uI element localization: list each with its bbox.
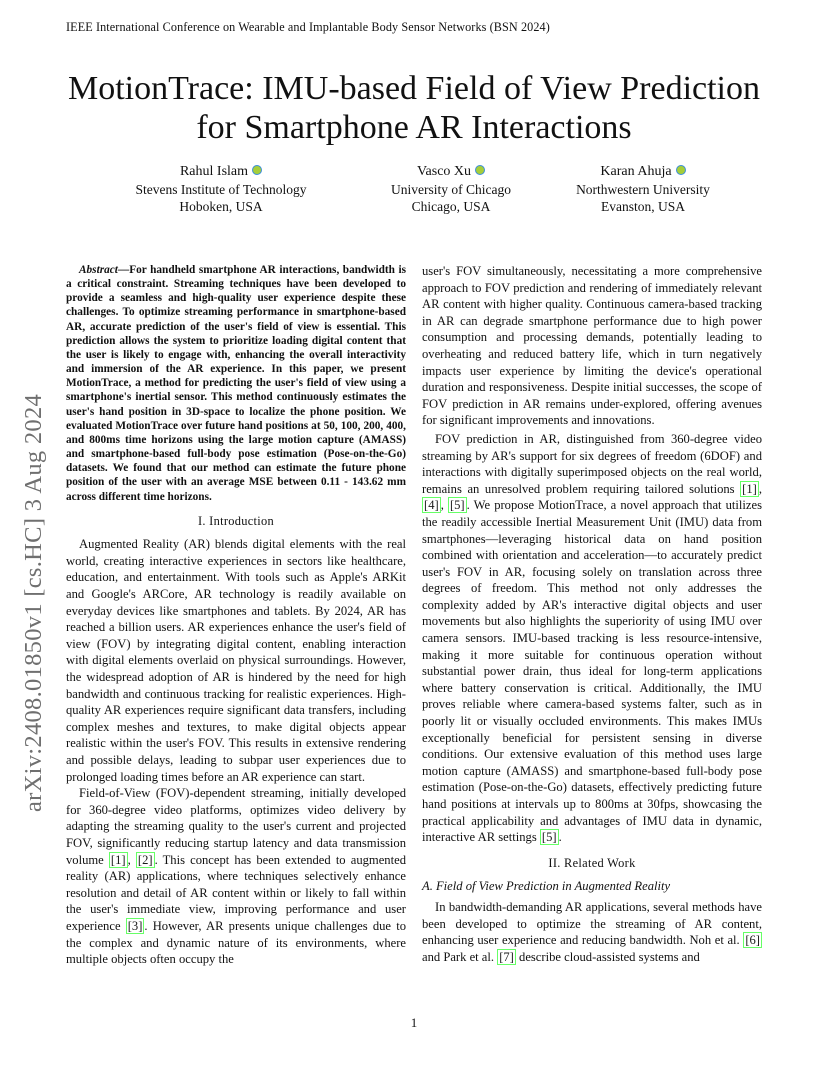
author-name: Rahul Islam [179, 164, 249, 179]
author-location: Chicago, USA [411, 199, 491, 214]
abstract-label: Abstract [79, 264, 118, 276]
col2-paragraph-2: FOV prediction in AR, distinguished from 360-degree video streaming by AR's support for six degrees of freedom (6DOF) and interactions with digitally superimposed objects on the real world, remains an unresolved problem requiring tailored solutions [1] , [4] , [5] . We propose MotionTrace, a novel approach that utilizes the readily accessible Inertial Measurement Unit (IMU) data from smartphones—leveraging historical data on hand position combined with orientation and acceleration—to accurately predict user's FOV in AR, focusing solely on translation across three degrees of freedom. This method not only addresses the complexity added by AR's interactive digital objects and user movements but also highlights the superiority of using IMU over camera sensors. IMU-based tracking is less resource-intensive, making it more suitable for continuous operation without substantial power drain, thus ideal for long-term applications where battery conservation is critical. Additionally, the IMU proves reliable where camera-based systems falter, such as in poorly lit or visually occluded environments. This makes IMUs exceptionally beneficial for persistent sensing in diverse conditions. Our extensive evaluation of this method uses large motion capture (AMASS) and smartphone-based full-body pose estimation (Pose-on-the-Go) datasets, effectively predicting future hand positions at intervals up to 800ms at 30fps, showcasing the practical applicability and advantages of IMU data in dynamic, interactive AR settings [5] . [422, 431, 763, 845]
author-1 [110, 163, 332, 216]
paper-title [0, 69, 828, 147]
right-column [422, 263, 762, 965]
orcid-icon[interactable] [676, 165, 686, 175]
paragraph-text: . We propose MotionTrace, a novel approach that utilizes the readily accessible Inertial Measurement Unit (IMU) data from smartphones—leveraging historical data on hand position combined with orientation and acceleration—to accurately predict user's FOV in AR, focusing solely on translation across three degrees of freedom. This method not only addresses the complexity added by AR's interactive digital objects and user movements but also highlights the superiority of using IMU over camera sensors. IMU-based tracking is less resource-intensive, making it more suitable for continuous operation without substantial power drain, thus ideal for long-term applications where battery conservation is critical. Additionally, the IMU proves reliable where camera-based systems falter, such as in poorly lit or visually occluded environments. This makes IMUs exceptionally beneficial for persistent sensing in diverse conditions. Our extensive evaluation of this method uses large motion capture (AMASS) and smartphone-based full-body pose estimation (Pose-on-the-Go) datasets, effectively predicting future hand positions at intervals up to 800ms at 30fps, showcasing the practical applicability and advantages of IMU data in dynamic, interactive AR settings [422, 498, 763, 845]
paragraph-text: and Park et al. [422, 949, 498, 964]
author-affiliation: Northwestern University [576, 181, 710, 197]
section-heading-introduction: I. Introduction [197, 513, 275, 528]
citation-link[interactable]: [5] [541, 830, 557, 845]
author-name: Karan Ahuja [600, 164, 672, 179]
left-column [66, 263, 406, 968]
title-line-1: MotionTrace: IMU-based Field of View Prediction [67, 70, 761, 107]
col2-paragraph-1: user's FOV simultaneously, necessitating a more comprehensive approach to FOV prediction and rendering of immediately relevant AR content with higher quality. Continuous camera-based tracking in AR can degrade smartphone performance due to high power consumption and processing demands, potentially leading to overheating and reduced battery life, which in turn negatively impacts user experience by limiting the device's operational duration and responsiveness. Despite initial successes, the scope of FOV prediction in AR remains under-explored, offering avenues for significant improvements and innovations. [422, 264, 762, 428]
author-affiliation: University of Chicago [391, 181, 511, 197]
citation-link[interactable]: [5] [449, 498, 465, 513]
citation-link[interactable]: [4] [424, 498, 439, 513]
paragraph-text: . This concept has been extended to augmented reality (AR) applications, where techniques selectively enhance resolution and detail of AR content within or likely to fall within the user's immediate view, improving performance and user experience [66, 852, 406, 933]
paragraph-text: In bandwidth-demanding AR applications, several methods have been developed to optimize the streaming of AR content, enhancing user experience and reducing bandwidth. Noh et al. [422, 899, 762, 948]
page-number: 1 [410, 1015, 418, 1030]
author-3 [548, 163, 738, 216]
citation-link[interactable]: [1] [110, 852, 126, 867]
paragraph-text: FOV prediction in AR, distinguished from 360-degree video streaming by AR's support for six degrees of freedom (6DOF) and interactions with digitally superimposed objects on the real world, remains an unresolved problem requiring tailored solutions [422, 431, 762, 496]
subsection-heading: A. Field of View Prediction in Augmented Reality [422, 879, 671, 894]
author-2 [356, 163, 546, 216]
paragraph-text: describe cloud-assisted systems and [515, 949, 700, 964]
abstract-text: —For handheld smartphone AR interactions, bandwidth is a critical constraint. Streaming techniques have been developed to provide a seamless and high-quality user experience despite these challenges. To optimize streaming performance in smartphone-based AR, accurate prediction of the user's field of view is essential. This prediction allows the system to prioritize loading digital content that the user is likely to engage with, enhancing the overall interactivity and immersion of the AR experience. In this paper, we present MotionTrace, a method for predicting the user's field of view using a smartphone's inertial sensor. This method continuously estimates the user's hand position in 3D-space to localize the phone position. We evaluated MotionTrace over future hand positions at 50, 100, 200, 400, and 800ms time horizons using the large motion capture (AMASS) and smartphone-based full-body pose estimation (Pose-on-the-Go) datasets. We found that our method can estimate the future phone position of the user with an average MSE between 0.11 - 143.62 mm across different time horizons. [66, 264, 406, 503]
orcid-icon[interactable] [252, 165, 262, 175]
paragraph-text: . However, AR presents unique challenges due to the complex and dynamic nature of its environments, where multiple objects often occupy the [66, 918, 406, 967]
section-heading-related-work: II. Related Work [548, 855, 636, 870]
arxiv-watermark: arXiv:2408.01850v1 [cs.HC] 3 Aug 2024 [20, 393, 47, 812]
citation-link[interactable]: [3] [127, 918, 143, 933]
conference-header: IEEE International Conference on Wearable and Implantable Body Sensor Networks (BSN 2024) [66, 20, 550, 34]
author-location: Evanston, USA [601, 199, 685, 214]
author-name: Vasco Xu [416, 164, 472, 179]
citation-link[interactable]: [1] [742, 481, 757, 496]
citation-link[interactable]: [7] [499, 949, 514, 964]
intro-paragraph-1: Augmented Reality (AR) blends digital elements with the real world, creating interactive experiences in sectors like healthcare, education, and entertainment. With tools such as Apple's ARKit and Google's ARCore, AR technology is readily available on everyday devices like smartphones and tablets. By 2024, AR has reached a billion users. AR experiences enhance the user's field of view (FOV) by integrating digital content, enabling interaction with digital elements overlaid on physical surroundings. However, the widespread adoption of AR is hindered by the need for high bandwidth and continuous tracking for realistic experiences. High-quality AR experiences require significant data transfers, including complex meshes and textures, to make digital objects appear realistic within the user's FOV. This results in extensive rendering and possible delays, leading to subpar user experiences due to prolonged loading times before an AR experience can start. [66, 537, 406, 784]
intro-paragraph-2: Field-of-View (FOV)-dependent streaming, initially developed for 360-degree video platforms, optimizes video delivery by adapting the streaming quality to the user's current and projected FOV, significantly reducing startup latency and data transmission volume [1] , [2] . This concept has been extended to augmented reality (AR) applications, where techniques selectively enhance resolution and detail of AR content within or likely to fall within the user's immediate view, improving performance and user experience [3] . However, AR presents unique challenges due to the complex and dynamic nature of its environments, where multiple objects often occupy the [66, 786, 406, 967]
paragraph-text: Field-of-View (FOV)-dependent streaming, initially developed for 360-degree video platforms, optimizes video delivery by adapting the streaming quality to the user's current and projected FOV, significantly reducing startup latency and data transmission volume [66, 786, 406, 867]
author-location: Hoboken, USA [179, 199, 263, 214]
title-line-2: for Smartphone AR Interactions [196, 109, 632, 146]
author-affiliation: Stevens Institute of Technology [135, 181, 307, 197]
abstract [66, 263, 406, 504]
citation-link[interactable]: [6] [745, 933, 760, 948]
col2-paragraph-3 [422, 899, 762, 965]
orcid-icon[interactable] [475, 165, 485, 175]
citation-link[interactable]: [2] [137, 852, 153, 867]
